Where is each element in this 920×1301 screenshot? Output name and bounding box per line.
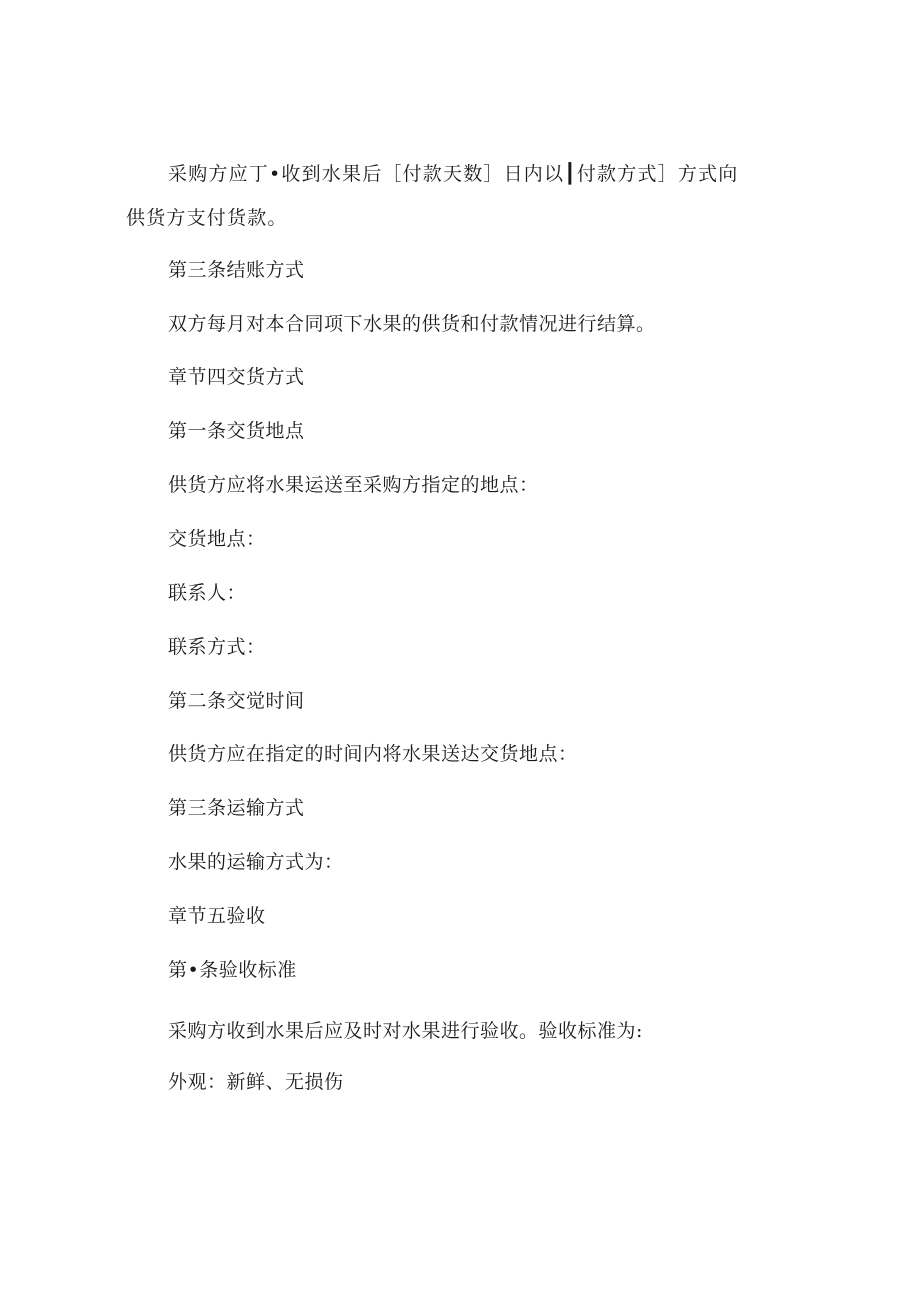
paragraph: 采购方收到水果后应及时对水果进行验收。验收标准为: <box>168 1020 643 1042</box>
payment-terms-paragraph: 采购方应丁•收到水果后［付款天数］日内以┃付款方式］方式向供货方支付货款。 <box>126 163 739 229</box>
field-label: 交货地点： <box>168 528 266 550</box>
article-heading: 第•条验收标准 <box>168 959 297 981</box>
article-heading: 第三条运输方式 <box>168 797 305 819</box>
paragraph: 供货方应在指定的时间内将水果送达交货地点： <box>168 743 578 765</box>
field-label: 联系方式： <box>168 636 266 658</box>
field-label: 水果的运输方式为： <box>168 851 344 873</box>
article-heading: 第二条交觉时间 <box>168 690 305 712</box>
article-heading: 第三条结账方式 <box>168 259 305 281</box>
chapter-heading: 章节四交货方式 <box>168 366 305 388</box>
paragraph: 外观：新鲜、无损伤 <box>168 1071 344 1093</box>
article-heading: 第一条交货地点 <box>168 420 305 442</box>
chapter-heading: 章节五验收 <box>168 905 266 927</box>
paragraph: 供货方应将水果运送至采购方指定的地点： <box>168 474 539 496</box>
paragraph: 双方每月对本合同项下水果的供货和付款情况进行结算。 <box>168 313 656 335</box>
field-label: 联系人： <box>168 582 247 604</box>
